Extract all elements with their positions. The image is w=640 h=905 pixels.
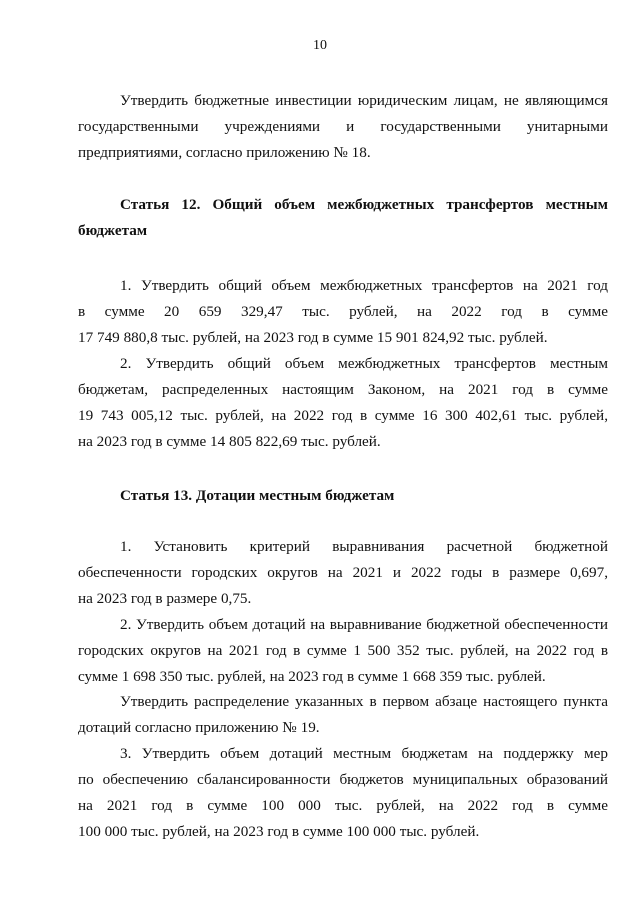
text-line: 2. Утвердить общий объем межбюджетных трансфертов местным — [120, 355, 608, 372]
article-12-heading — [78, 192, 608, 244]
text-line: на 2023 год в сумме 14 805 822,69 тыс. рублей. — [78, 433, 381, 450]
article-12-item-1 — [78, 273, 608, 351]
text-line: по обеспечению сбалансированности бюджетов муниципальных образований — [78, 771, 608, 788]
text-line: обеспеченности городских округов на 2021 и 2022 годы в размере 0,697, — [78, 564, 608, 581]
text-line: 17 749 880,8 тыс. рублей, на 2023 год в сумме 15 901 824,92 тыс. рублей. — [78, 329, 548, 346]
text-line: государственными учреждениями и государственными унитарными — [78, 118, 608, 135]
page-number: 10 — [313, 38, 327, 53]
article-13-heading — [78, 483, 608, 509]
text-line: на 2023 год в размере 0,75. — [78, 590, 252, 607]
article-13-item-2 — [78, 612, 608, 690]
article-12-item-2 — [78, 351, 608, 455]
text-line: 3. Утвердить объем дотаций местным бюджетам на поддержку мер — [120, 745, 608, 762]
text-line: дотаций согласно приложению № 19. — [78, 719, 320, 736]
text-line: 1. Утвердить общий объем межбюджетных трансфертов на 2021 год — [120, 277, 608, 294]
text-line: 100 000 тыс. рублей, на 2023 год в сумме 100 000 тыс. рублей. — [78, 823, 480, 840]
text-line: сумме 1 698 350 тыс. рублей, на 2023 год в сумме 1 668 359 тыс. рублей. — [78, 668, 546, 685]
text-line: 1. Установить критерий выравнивания расчетной бюджетной — [120, 538, 608, 555]
heading-line: Статья 12. Общий объем межбюджетных трансфертов местным — [120, 196, 608, 213]
text-line: Утвердить бюджетные инвестиции юридическим лицам, не являющимся — [120, 92, 608, 109]
heading-line: Статья 13. Дотации местным бюджетам — [120, 487, 395, 504]
text-line: городских округов на 2021 год в сумме 1 500 352 тыс. рублей, на 2022 год в — [78, 642, 608, 659]
text-line: Утвердить распределение указанных в первом абзаце настоящего пункта — [120, 693, 608, 710]
text-line: бюджетам, распределенных настоящим Законом, на 2021 год в сумме — [78, 381, 608, 398]
text-line: 2. Утвердить объем дотаций на выравнивание бюджетной обеспеченности — [120, 616, 608, 633]
text-line: 19 743 005,12 тыс. рублей, на 2022 год в сумме 16 300 402,61 тыс. рублей, — [78, 407, 608, 424]
text-line: на 2021 год в сумме 100 000 тыс. рублей, на 2022 год в сумме — [78, 797, 608, 814]
text-line: в сумме 20 659 329,47 тыс. рублей, на 2022 год в сумме — [78, 303, 608, 320]
article-13-item-3 — [78, 741, 608, 845]
paragraph-investments — [78, 88, 608, 166]
article-13-item-2-distribution — [78, 689, 608, 741]
article-13-item-1 — [78, 534, 608, 612]
heading-line: бюджетам — [78, 222, 148, 239]
text-line: предприятиями, согласно приложению № 18. — [78, 144, 371, 161]
